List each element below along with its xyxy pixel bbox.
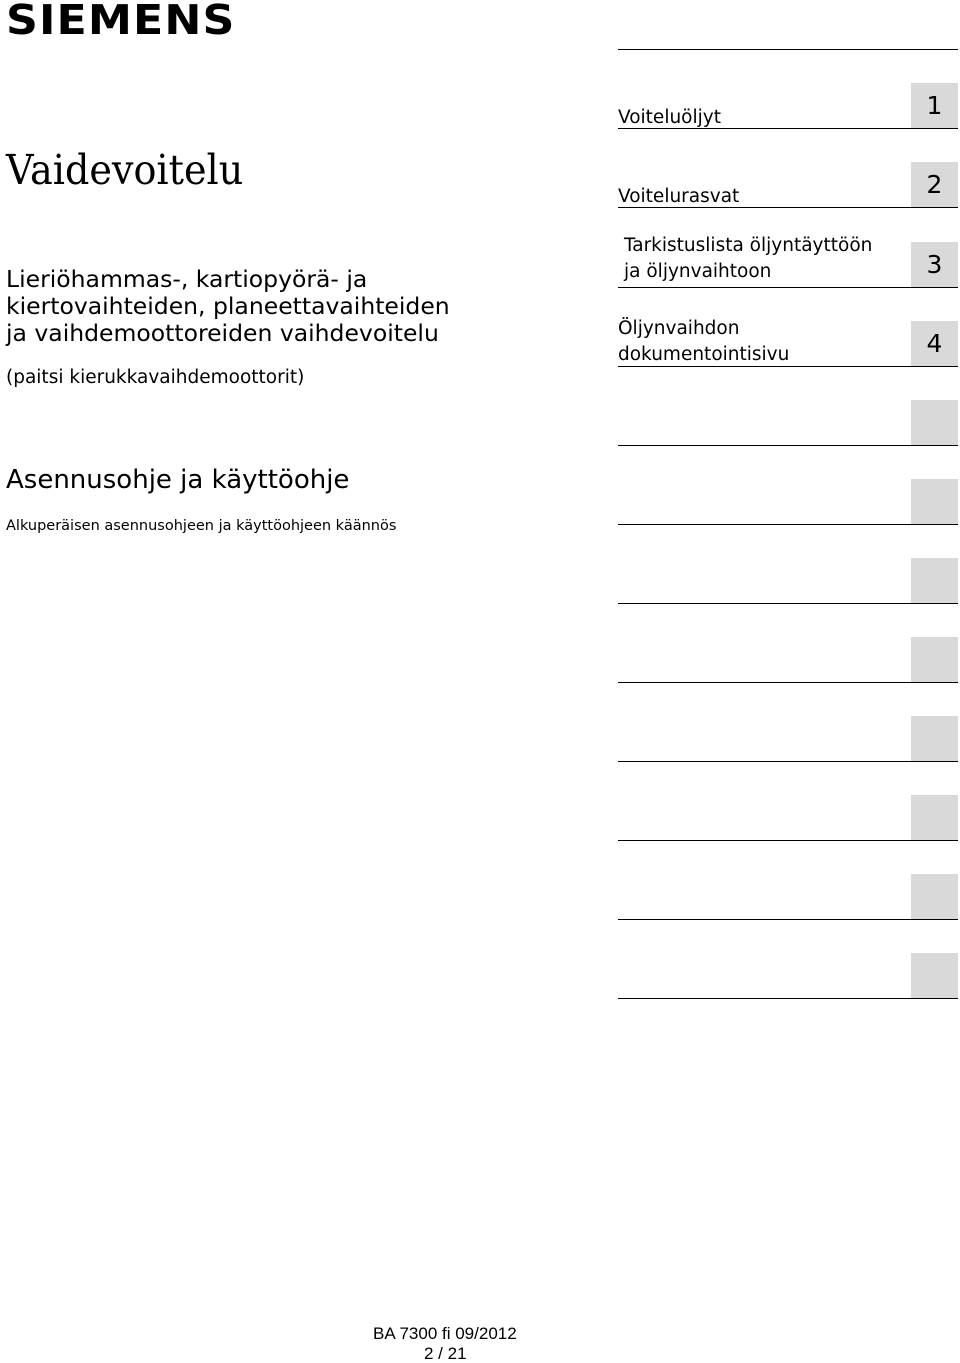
subtitle-line: Lieriöhammas-, kartiopyörä- ja (6, 265, 368, 293)
toc-blank-tab (911, 400, 958, 445)
scope-note: (paitsi kierukkavaihdemoottorit) (6, 367, 305, 388)
toc-rule (618, 682, 958, 683)
toc-section-number: 4 (911, 321, 958, 366)
toc-rule (618, 366, 958, 367)
toc-section-label[interactable]: Voitelurasvat (618, 186, 740, 207)
toc-rule (618, 919, 958, 920)
page-number: 2 / 21 (424, 1344, 467, 1363)
toc-section-label[interactable]: ja öljynvaihtoon (624, 261, 772, 282)
toc-blank-tab (911, 637, 958, 682)
toc-rule (618, 207, 958, 208)
toc-rule (618, 840, 958, 841)
toc-blank-tab (911, 795, 958, 840)
toc-blank-tab (911, 479, 958, 524)
toc-rule (618, 998, 958, 999)
toc-rule (618, 128, 958, 129)
subtitle-line: ja vaihdemoottoreiden vaihdevoitelu (6, 319, 439, 347)
toc-section-number: 2 (911, 162, 958, 207)
toc-top-rule (618, 49, 958, 50)
document-code: BA 7300 fi 09/2012 (373, 1324, 517, 1343)
toc-section-number: 3 (911, 242, 958, 287)
toc-rule (618, 524, 958, 525)
toc-rule (618, 287, 958, 288)
document-subtitle (6, 266, 546, 347)
toc-section-label[interactable]: Voiteluöljyt (618, 107, 721, 128)
siemens-logo: SIEMENS (6, 0, 236, 44)
toc-blank-tab (911, 953, 958, 998)
translation-note: Alkuperäisen asennusohjeen ja käyttöohjeen käännös (6, 518, 397, 534)
toc-rule (618, 761, 958, 762)
toc-blank-tab (911, 558, 958, 603)
toc-section-label[interactable]: Tarkistuslista öljyntäyttöön (624, 235, 873, 256)
toc-blank-tab (911, 716, 958, 761)
toc-section-number: 1 (911, 83, 958, 128)
document-type-heading: Asennusohje ja käyttöohje (6, 465, 350, 495)
document-title: Vaidevoitelu (6, 146, 244, 194)
toc-section-label[interactable]: dokumentointisivu (618, 344, 790, 365)
toc-rule (618, 603, 958, 604)
subtitle-line: kiertovaihteiden, planeettavaihteiden (6, 292, 450, 320)
toc-rule (618, 445, 958, 446)
toc-blank-tab (911, 874, 958, 919)
toc-section-label[interactable]: Öljynvaihdon (618, 318, 740, 339)
